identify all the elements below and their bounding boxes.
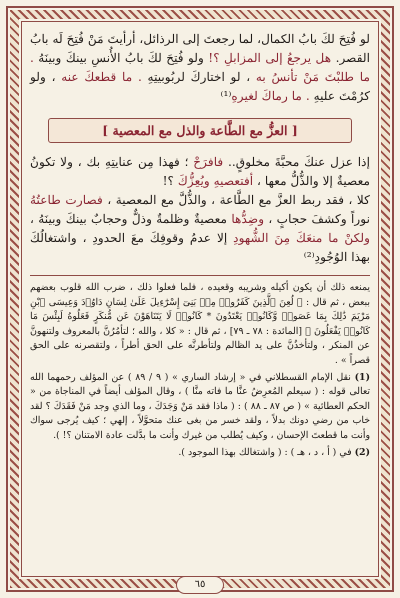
text-run: كلا ، فقد ربط العزَّ مع الطَّاعة ، والذُّلَّ مع المعصية ،: [102, 193, 370, 207]
text-run: إذا عزل عنكَ محبَّةَ مخلوقٍ..: [223, 155, 370, 169]
footnote-number: (1): [354, 371, 371, 383]
page-number: ٦٥: [176, 576, 224, 594]
text-run: ⁽¹⁾: [220, 89, 232, 103]
footnote-separator: [30, 275, 370, 276]
section-heading: [ العزُّ مع الطَّاعة والذل مع المعصية ]: [48, 118, 352, 143]
footnotes: [30, 281, 370, 460]
text-run: نوراً وكشفَ حجابٍ ،: [264, 212, 370, 226]
paragraph-3: [30, 191, 370, 267]
text-run: ، لو اختاركَ لربُوبيتِهِ: [141, 70, 256, 84]
footnote-text: في ( أ ، د ، هـ ) : ( واشتغالك بهذا الموجود ).: [178, 446, 352, 458]
paragraph-2: [30, 153, 370, 191]
highlighted-phrase: هل يرجعُ إلى المزابلِ ؟!: [208, 51, 332, 65]
highlighted-phrase: . ما قطعكَ عنه: [61, 70, 142, 84]
text-run: معصيةٌ وظلمةٌ وذلٌّ وحجابٌ بينكَ وبينَهُ ،: [30, 212, 232, 226]
paragraph-1: [30, 30, 370, 106]
text-run: لو فُتِحَ لكَ بابُ الكمال، لما رجعتَ إلى الرذائل، أرأيتَ مَنْ فُتِحَ لَه بابُ القصر.: [30, 32, 370, 65]
text-run: إلا عدمُ وقوفِكَ معَ الحدودِ ، واشتغالُكَ بهذا الوُجُودِ: [30, 231, 370, 264]
page-content: [30, 30, 370, 570]
footnote-number: (2): [354, 446, 370, 458]
footnote-2: [30, 446, 370, 461]
highlighted-phrase: أفتعصيهِ ويُعِزُّكَ: [177, 174, 254, 188]
footnote-text: نقل الإمام القسطلاني في « إرشاد الساري » ( ٩ / ٨٩ ) عن المؤلف رحمهما الله تعالى قوله : ( سيعلم المُعرِضُ عنَّا ما فاته منَّا ) ، وقال المؤلف أيضاً في المناجاة من « الحكم العطائية » ( ص ٨٧ ـ ٨٨ ) : ( ماذا فقد مَنْ وَجَدَكَ ، وما الذي وجد مَنْ فَقَدَكَ ؟ لقد خاب من رضي دونك بدلاً ، ولقد خسر من بغى عنك متحوَّلاً ، إلهي ؛ كيف يُرجى سواك وأنت ما قطعتَ الإحسان ، وكيف يُطلب من غيرك وأنت ما بدَّلت عادة الامتنان ؟! ).: [30, 371, 370, 441]
footnote-1: [30, 371, 370, 444]
highlighted-phrase: ولكنْ ما منعَكَ مِنَ الشُّهودِ: [233, 231, 371, 245]
text-run: ، ولو كرُمْتَ عليهِ: [30, 70, 370, 103]
highlighted-phrase: . ما طلبْتَ مَنْ تأنسُ به: [30, 51, 371, 84]
text-run: ولو فُتِحَ لكَ بابُ الأُنسِ بينكَ وبينَهُ: [33, 51, 209, 65]
text-run: ؛ فهذا مِن عنايتِهِ بك ، ولا تكونُ معصيةٌ إلا والذُّلُّ معها ،: [30, 155, 370, 188]
text-run: ؟!: [162, 174, 178, 188]
text-run: ⁽²⁾: [303, 250, 315, 264]
highlighted-phrase: فافرَحْ: [193, 155, 224, 169]
footnote-continued: [30, 281, 370, 369]
highlighted-phrase: . ما رماكَ لغيرهِ: [231, 89, 310, 103]
highlighted-phrase: فصارت طاعتُهُ: [30, 193, 103, 207]
highlighted-phrase: وضِدُّها: [231, 212, 265, 226]
footnote-text: يمنعه ذلك أن يكون أكيله وشريبه وقعيده ، فلما فعلوا ذلك ، ضرب الله قلوب بعضهم ببعض ، ثم قال : ﴿ لُعِنَ ٱلَّذِينَ كَفَرُوا۟ مِنۢ بَنِىٓ إِسْرَٰٓءِيلَ عَلَىٰ لِسَانِ دَاوُۥدَ وَعِيسَى ٱبْنِ مَرْيَمَ ذَٰلِكَ بِمَا عَصَوا۟ وَّكَانُوا۟ يَعْتَدُونَ * كَانُوا۟ لَا يَتَنَاهَوْنَ عَن مُّنكَرٍ فَعَلُوهُ لَبِئْسَ مَا كَانُوا۟ يَفْعَلُونَ ﴾ [المائدة : ٧٨ ـ ٧٩] ، ثم قال : « كلا ، والله ؛ لتأمُرُنَّ بالمعروف ولتنهونَّ عن المنكر ، ولتأخذُنَّ على يد الظالم ولتأطرنَّه على الحق أطراً ، ولتقصرنه على الحق قصراً » .: [30, 282, 370, 366]
